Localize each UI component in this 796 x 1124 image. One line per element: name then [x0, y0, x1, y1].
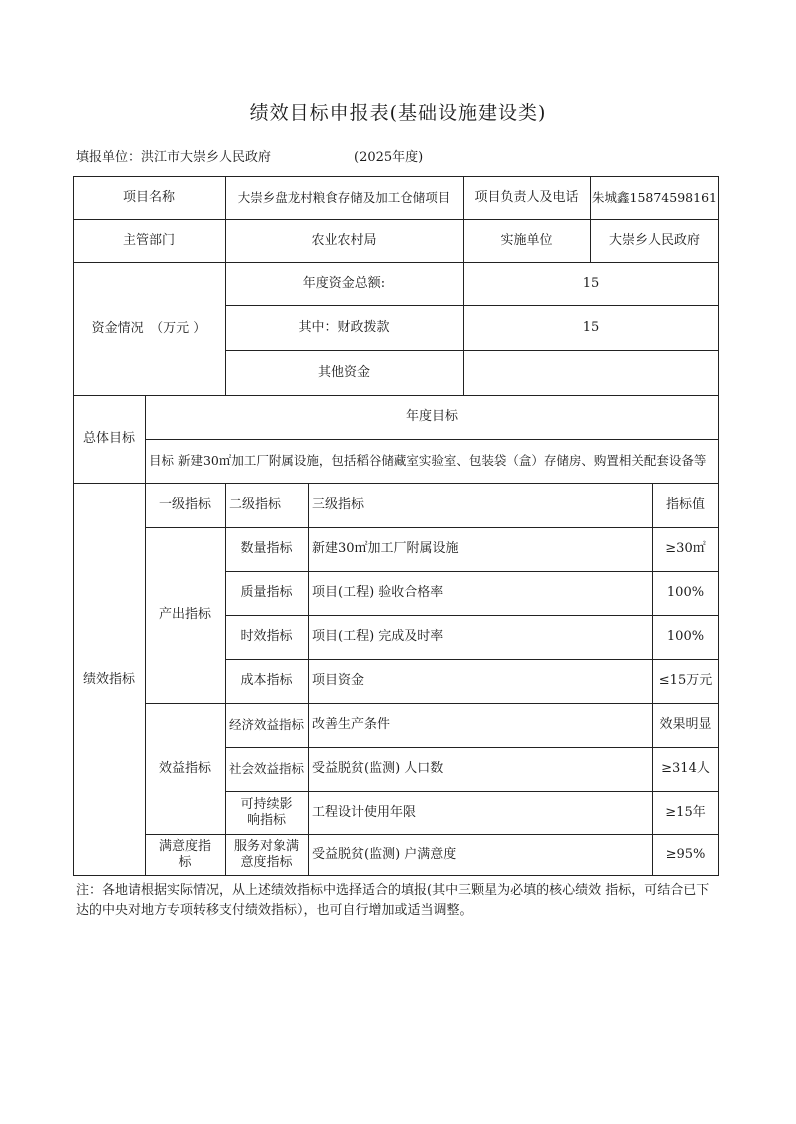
- annual-target-header: 年度目标: [405, 409, 458, 424]
- header-level1: 一级指标: [158, 497, 211, 512]
- other-funds-label: 其他资金: [317, 364, 370, 380]
- fiscal-funds-value: 15: [582, 319, 600, 335]
- fill-unit-line: [76, 146, 424, 165]
- indicator-level2: 服务对象满意度指标: [233, 839, 299, 870]
- indicator-level2: 社会效益指标: [228, 761, 304, 776]
- indicator-level3: 工程设计使用年限: [312, 804, 417, 820]
- indicator-level3: 新建30㎡加工厂附属设施: [312, 541, 459, 556]
- indicator-value: 100%: [666, 629, 705, 644]
- indicator-level2: 可持续影响指标: [240, 796, 293, 828]
- indicator-level2: 成本指标: [240, 673, 293, 688]
- overall-target-text: 目标 新建30㎡加工厂附属设施，包括稻谷储藏室实验室、包装袋（盒）存储房、购置相关配套设备等: [149, 453, 707, 468]
- unit-label: 填报单位：: [76, 150, 142, 165]
- indicator-level3: 受益脱贫(监测) 户满意度: [312, 847, 457, 862]
- project-name-label: 项目名称: [122, 189, 175, 205]
- indicator-level3: 改善生产条件: [312, 717, 391, 732]
- contact-label: 项目负责人及电话: [474, 189, 579, 205]
- contact-value: 朱城鑫15874598161: [592, 189, 717, 205]
- impl-value: 大崇乡人民政府: [608, 232, 700, 248]
- fiscal-year: (2025年度): [354, 150, 424, 165]
- header-level2: 二级指标: [229, 497, 282, 512]
- indicator-value: ≥15年: [665, 804, 706, 820]
- indicator-level3: 受益脱贫(监测) 人口数: [312, 761, 444, 776]
- indicator-value: ≤15万元: [658, 673, 713, 688]
- indicator-level2: 时效指标: [240, 629, 293, 644]
- output-indicators-label: 产出指标: [158, 607, 211, 622]
- other-funds-value: [463, 350, 719, 395]
- indicator-level2: 数量指标: [240, 541, 293, 556]
- total-funds-label: 年度资金总额:: [302, 275, 386, 291]
- fiscal-funds-label: 其中：财政拨款: [298, 319, 390, 335]
- performance-label: 绩效指标: [82, 671, 135, 687]
- satisfaction-indicators-label: 满意度指标: [159, 839, 212, 870]
- unit-value: 洪江市大崇乡人民政府: [141, 150, 272, 165]
- header-level3: 三级指标: [312, 497, 365, 512]
- header-value: 指标值: [665, 497, 705, 512]
- project-name-value: 大崇乡盘龙村粮食存储及加工仓储项目: [237, 189, 451, 205]
- total-funds-value: 15: [582, 275, 600, 291]
- footnote: 注：各地请根据实际情况，从上述绩效指标中选择适合的填报(其中三颗星为必填的核心绩效 指标，可结合已下达的中央对地方专项转移支付绩效指标），也可自行增加或适当调整。: [76, 883, 710, 918]
- impl-label: 实施单位: [500, 232, 553, 248]
- overall-target-label: 总体目标: [82, 431, 135, 446]
- indicator-value: 效果明显: [659, 717, 712, 732]
- funds-label: 资金情况 （万元 ）: [91, 320, 207, 336]
- form-title: 绩效目标申报表(基础设施建设类): [249, 102, 547, 124]
- indicator-level2: 质量指标: [240, 585, 293, 600]
- benefit-indicators-label: 效益指标: [158, 760, 211, 776]
- indicator-value: ≥95%: [665, 847, 706, 862]
- indicator-value: ≥30㎡: [665, 541, 706, 556]
- indicator-level2: 经济效益指标: [228, 717, 304, 732]
- indicator-level3: 项目资金: [312, 673, 365, 688]
- indicator-value: ≥314人: [661, 761, 710, 776]
- indicator-level3: 项目(工程) 验收合格率: [312, 585, 444, 600]
- dept-label: 主管部门: [122, 232, 175, 248]
- indicator-value: 100%: [666, 585, 705, 600]
- dept-value: 农业农村局: [311, 232, 377, 248]
- indicator-level3: 项目(工程) 完成及时率: [312, 629, 444, 644]
